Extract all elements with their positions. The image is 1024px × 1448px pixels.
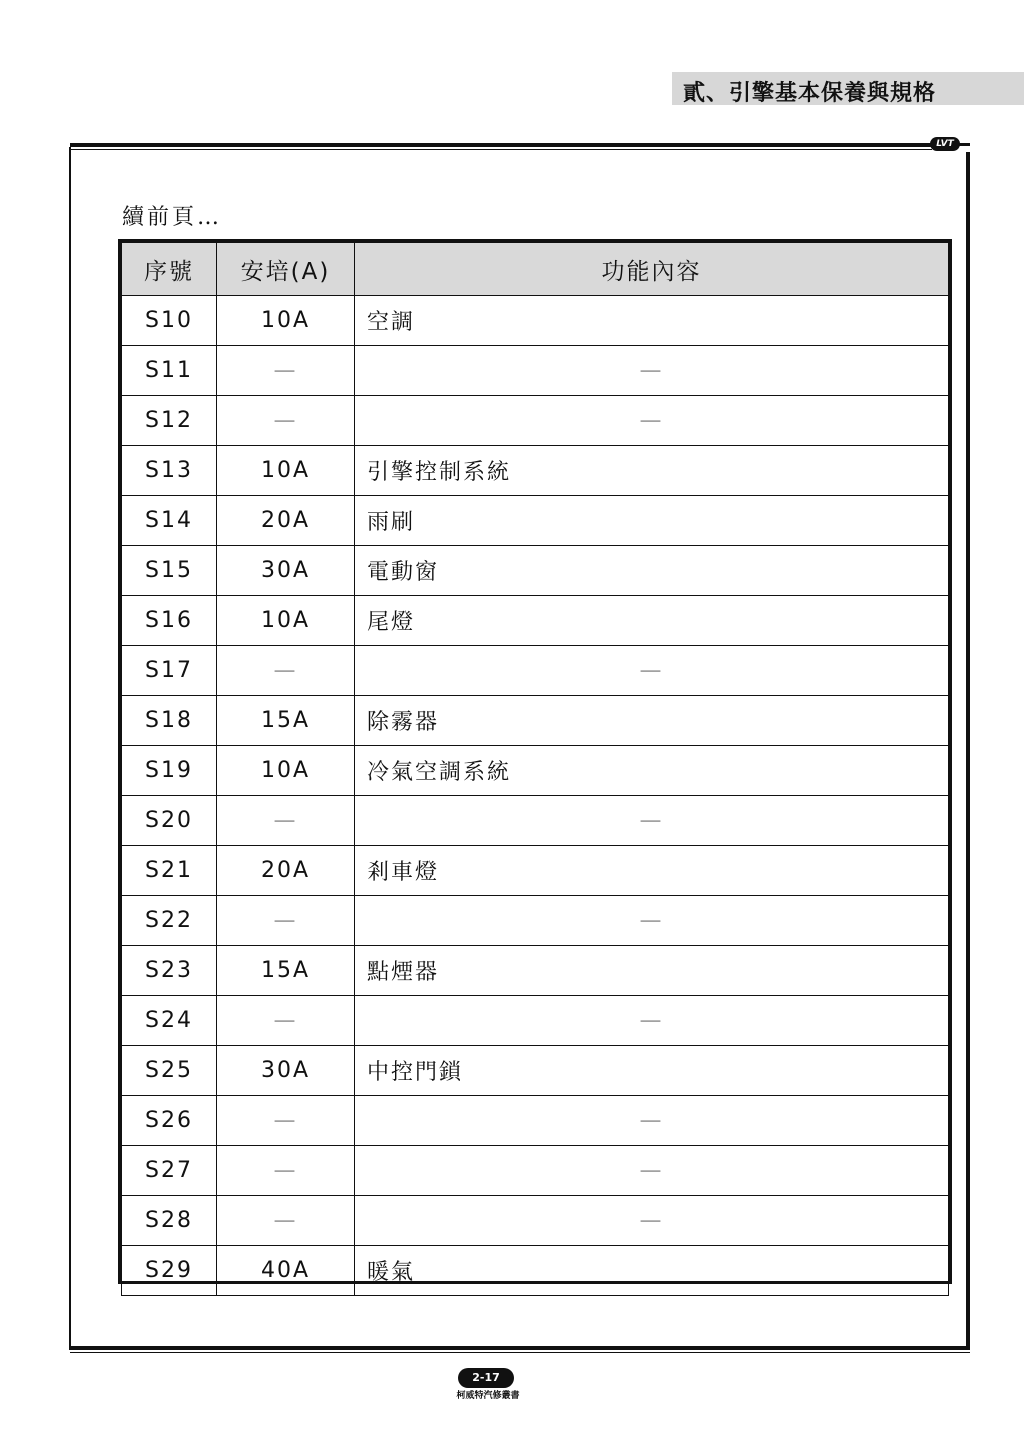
cell-function xyxy=(355,346,949,396)
table-row xyxy=(122,946,949,996)
page-number-badge: 2-17 xyxy=(458,1368,514,1388)
header-code: 序號 xyxy=(122,243,217,296)
cell-amp xyxy=(217,346,355,396)
bottom-rule-thin xyxy=(70,1352,970,1353)
table-row xyxy=(122,396,949,446)
cell-function xyxy=(355,896,949,946)
cell-amp-text: — xyxy=(273,908,298,933)
cell-function xyxy=(355,546,949,596)
cell-code-text: S28 xyxy=(145,1208,193,1233)
cell-amp xyxy=(217,1196,355,1246)
cell-amp-text: 40A xyxy=(260,1258,311,1283)
cell-function-text: 冷氣空調系統 xyxy=(367,760,512,785)
cell-amp xyxy=(217,996,355,1046)
cell-amp-text: — xyxy=(273,1208,298,1233)
cell-code xyxy=(122,846,217,896)
cell-function xyxy=(355,1196,949,1246)
cell-function xyxy=(355,996,949,1046)
cell-code xyxy=(122,696,217,746)
table-row xyxy=(122,996,949,1046)
cell-function-text: 剎車燈 xyxy=(367,860,440,885)
cell-amp-text: 10A xyxy=(260,608,311,633)
cell-function-text: 除霧器 xyxy=(367,710,440,735)
cell-code xyxy=(122,646,217,696)
fuse-table xyxy=(118,239,952,1284)
cell-code-text: S17 xyxy=(145,658,193,683)
cell-amp xyxy=(217,1246,355,1296)
cell-amp-text: — xyxy=(273,408,298,433)
cell-amp-text: 20A xyxy=(260,858,311,883)
cell-code xyxy=(122,896,217,946)
cell-function xyxy=(355,446,949,496)
cell-code xyxy=(122,496,217,546)
cell-amp-text: 15A xyxy=(260,708,311,733)
table-row xyxy=(122,696,949,746)
cell-amp-text: — xyxy=(273,1008,298,1033)
table-row xyxy=(122,346,949,396)
cell-amp xyxy=(217,446,355,496)
table-row xyxy=(122,1146,949,1196)
cell-code-text: S24 xyxy=(145,1008,193,1033)
cell-code xyxy=(122,1046,217,1096)
cell-function-text: — xyxy=(639,1008,664,1033)
cell-function xyxy=(355,1046,949,1096)
cell-code-text: S12 xyxy=(145,408,193,433)
cell-function xyxy=(355,396,949,446)
cell-code xyxy=(122,1246,217,1296)
cell-code xyxy=(122,1146,217,1196)
table-row xyxy=(122,1196,949,1246)
table-row xyxy=(122,1246,949,1296)
cell-amp xyxy=(217,1146,355,1196)
cell-amp-text: 15A xyxy=(260,958,311,983)
table-row xyxy=(122,496,949,546)
logo-tail xyxy=(958,143,970,146)
cell-function xyxy=(355,1246,949,1296)
cell-function xyxy=(355,296,949,346)
cell-amp xyxy=(217,296,355,346)
cell-function xyxy=(355,746,949,796)
cell-function-text: 電動窗 xyxy=(367,560,440,585)
cell-code-text: S25 xyxy=(145,1058,193,1083)
cell-code-text: S26 xyxy=(145,1108,193,1133)
cell-code-text: S15 xyxy=(145,558,193,583)
publisher-label: 柯威特汽修叢書 xyxy=(456,1391,520,1401)
cell-function-text: — xyxy=(639,1208,664,1233)
cell-amp-text: — xyxy=(273,1158,298,1183)
table-row xyxy=(122,896,949,946)
cell-function-text: 引擎控制系統 xyxy=(367,460,512,485)
cell-amp xyxy=(217,596,355,646)
cell-amp-text: 10A xyxy=(260,458,311,483)
cell-function-text: 中控門鎖 xyxy=(367,1060,464,1085)
cell-code-text: S16 xyxy=(145,608,193,633)
table-row xyxy=(122,1046,949,1096)
cell-function-text: 暖氣 xyxy=(367,1260,416,1285)
header-amp: 安培(A) xyxy=(217,243,355,296)
cell-code-text: S22 xyxy=(145,908,193,933)
cell-function xyxy=(355,646,949,696)
cell-amp xyxy=(217,646,355,696)
top-rule xyxy=(70,143,932,147)
cell-code xyxy=(122,596,217,646)
cell-amp xyxy=(217,746,355,796)
cell-amp xyxy=(217,546,355,596)
cell-function-text: 空調 xyxy=(367,310,416,335)
bottom-rule xyxy=(70,1346,970,1350)
table-row xyxy=(122,546,949,596)
cell-function-text: 點煙器 xyxy=(367,960,440,985)
cell-function xyxy=(355,496,949,546)
cell-function xyxy=(355,696,949,746)
header-function: 功能內容 xyxy=(355,243,949,296)
cell-code xyxy=(122,1096,217,1146)
cell-amp-text: 30A xyxy=(260,558,311,583)
table-row xyxy=(122,796,949,846)
logo-badge: LVT xyxy=(930,137,960,151)
cell-function xyxy=(355,946,949,996)
cell-code-text: S19 xyxy=(145,758,193,783)
cell-function xyxy=(355,796,949,846)
cell-code-text: S14 xyxy=(145,508,193,533)
cell-function-text: 雨刷 xyxy=(367,510,416,535)
cell-code-text: S27 xyxy=(145,1158,193,1183)
cell-function-text: — xyxy=(639,808,664,833)
cell-function-text: — xyxy=(639,1158,664,1183)
cell-function-text: — xyxy=(639,908,664,933)
cell-amp xyxy=(217,796,355,846)
cell-amp xyxy=(217,896,355,946)
cell-function-text: — xyxy=(639,358,664,383)
cell-code-text: S10 xyxy=(145,308,193,333)
cell-amp xyxy=(217,1096,355,1146)
cell-function-text: — xyxy=(639,408,664,433)
cell-amp-text: — xyxy=(273,1108,298,1133)
cell-code xyxy=(122,396,217,446)
cell-code xyxy=(122,296,217,346)
cell-amp xyxy=(217,496,355,546)
cell-code xyxy=(122,346,217,396)
cell-code xyxy=(122,796,217,846)
cell-amp xyxy=(217,946,355,996)
cell-code-text: S20 xyxy=(145,808,193,833)
cell-amp-text: 10A xyxy=(260,758,311,783)
cell-code-text: S21 xyxy=(145,858,193,883)
cell-function xyxy=(355,596,949,646)
cell-code-text: S11 xyxy=(145,358,193,383)
cell-code-text: S13 xyxy=(145,458,193,483)
cell-function xyxy=(355,1096,949,1146)
cell-amp-text: 20A xyxy=(260,508,311,533)
table-row xyxy=(122,846,949,896)
cell-code-text: S29 xyxy=(145,1258,193,1283)
cell-amp xyxy=(217,1046,355,1096)
frame-left-border xyxy=(69,147,71,1350)
table-row xyxy=(122,446,949,496)
cell-amp-text: — xyxy=(273,808,298,833)
continued-label: 續前頁… xyxy=(122,205,223,230)
cell-function xyxy=(355,846,949,896)
cell-amp-text: 10A xyxy=(260,308,311,333)
table-row xyxy=(122,296,949,346)
cell-amp xyxy=(217,846,355,896)
chapter-title: 貳、引擎基本保養與規格 xyxy=(683,81,937,106)
cell-code xyxy=(122,1196,217,1246)
table-row xyxy=(122,1096,949,1146)
cell-function xyxy=(355,1146,949,1196)
cell-function-text: — xyxy=(639,1108,664,1133)
cell-code xyxy=(122,996,217,1046)
cell-function-text: — xyxy=(639,658,664,683)
cell-code xyxy=(122,446,217,496)
frame-right-border xyxy=(966,152,970,1350)
table-row xyxy=(122,646,949,696)
cell-amp-text: — xyxy=(273,658,298,683)
cell-amp xyxy=(217,396,355,446)
cell-function-text: 尾燈 xyxy=(367,610,416,635)
cell-amp-text: — xyxy=(273,358,298,383)
cell-amp xyxy=(217,696,355,746)
cell-amp-text: 30A xyxy=(260,1058,311,1083)
table-header-row xyxy=(122,243,949,296)
cell-code xyxy=(122,546,217,596)
cell-code xyxy=(122,946,217,996)
cell-code-text: S18 xyxy=(145,708,193,733)
cell-code xyxy=(122,746,217,796)
table-row xyxy=(122,596,949,646)
cell-code-text: S23 xyxy=(145,958,193,983)
table-row xyxy=(122,746,949,796)
top-rule-thin xyxy=(70,149,932,150)
